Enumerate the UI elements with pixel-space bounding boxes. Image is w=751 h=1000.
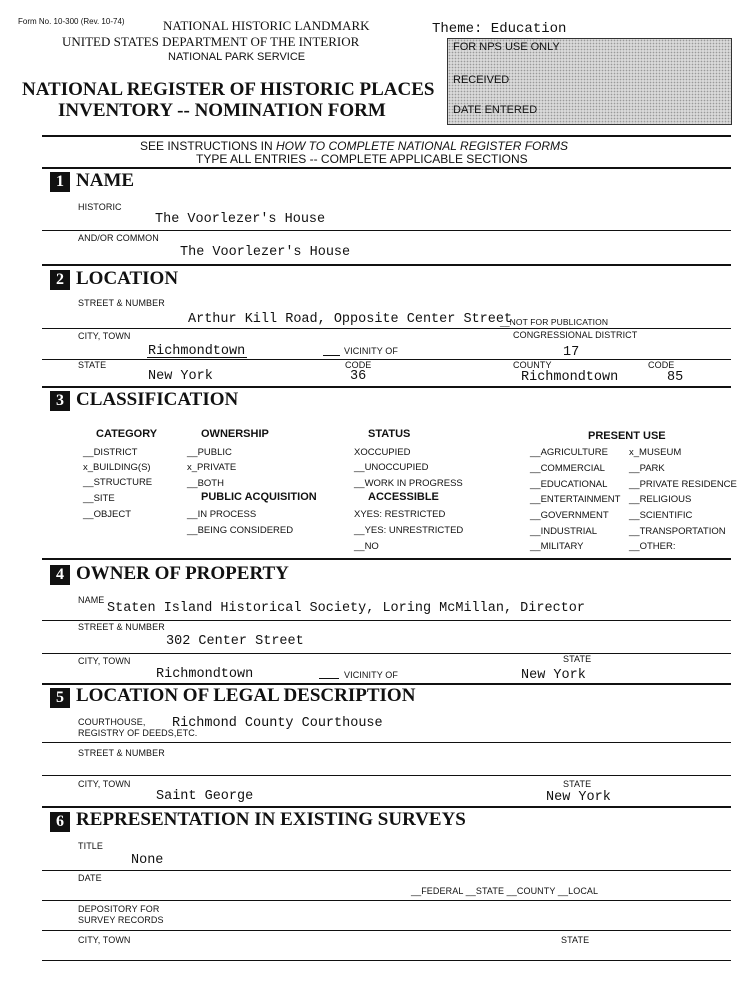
instructions-line2: TYPE ALL ENTRIES -- COMPLETE APPLICABLE SECTIONS <box>196 152 528 166</box>
owner-city-value: Richmondtown <box>156 667 254 682</box>
accessible-heading: ACCESSIBLE <box>368 491 439 503</box>
use-transportation[interactable]: __TRANSPORTATION <box>629 526 726 537</box>
use-industrial[interactable]: __INDUSTRIAL <box>530 526 598 537</box>
legal-state-label: STATE <box>563 779 592 789</box>
section-title-surveys: REPRESENTATION IN EXISTING SURVEYS <box>76 809 466 830</box>
landmark-label: NATIONAL HISTORIC LANDMARK <box>163 18 370 33</box>
line <box>42 775 731 776</box>
survey-city-label: CITY, TOWN <box>78 935 131 945</box>
common-label: AND/OR COMMON <box>78 233 159 243</box>
section-number-3: 3 <box>50 391 70 411</box>
acquisition-in-process[interactable]: __IN PROCESS <box>187 509 257 520</box>
section-title-location: LOCATION <box>76 268 179 289</box>
accessible-yes-unrestricted[interactable]: __YES: UNRESTRICTED <box>354 525 464 536</box>
code-label: CODE <box>345 360 372 370</box>
header-divider <box>42 135 731 137</box>
use-government[interactable]: __GOVERNMENT <box>530 510 609 521</box>
county-label: COUNTY <box>513 360 552 370</box>
legal-city-value: Saint George <box>156 789 254 804</box>
instructions-line1: SEE INSTRUCTIONS IN HOW TO COMPLETE NATIONAL REGISTER FORMS <box>140 139 569 153</box>
section-title-name: NAME <box>76 170 135 191</box>
common-value: The Voorlezer's House <box>180 245 351 260</box>
section-number-2: 2 <box>50 270 70 290</box>
use-agriculture[interactable]: __AGRICULTURE <box>530 447 608 458</box>
legal-city-label: CITY, TOWN <box>78 779 131 789</box>
section1-divider <box>42 167 731 169</box>
survey-levels[interactable]: __FEDERAL __STATE __COUNTY __LOCAL <box>411 886 599 896</box>
depository-label-2: SURVEY RECORDS <box>78 915 164 925</box>
survey-date-label: DATE <box>78 873 102 883</box>
city-label: CITY, TOWN <box>78 331 131 341</box>
not-for-publication-checkbox[interactable]: __NOT FOR PUBLICATION <box>500 317 609 327</box>
use-military[interactable]: __MILITARY <box>530 541 584 552</box>
depository-label-1: DEPOSITORY FOR <box>78 904 160 914</box>
owner-vicinity-label: VICINITY OF <box>344 670 398 680</box>
section2-divider <box>42 264 731 266</box>
section3-divider <box>42 386 731 388</box>
status-work-in-progress[interactable]: __WORK IN PROGRESS <box>354 478 463 489</box>
section6-divider <box>42 806 731 808</box>
owner-name-value: Staten Island Historical Society, Loring McMillan, Director <box>107 601 585 616</box>
category-object[interactable]: __OBJECT <box>83 509 132 520</box>
ownership-public[interactable]: __PUBLIC <box>187 447 232 458</box>
form-title-line1: NATIONAL REGISTER OF HISTORIC PLACES <box>22 79 435 100</box>
courthouse-label: COURTHOUSE, <box>78 717 146 727</box>
county-code-value: 85 <box>667 370 684 385</box>
form-number: Form No. 10-300 (Rev. 10-74) <box>18 17 125 26</box>
ownership-heading: OWNERSHIP <box>201 428 269 440</box>
line <box>147 357 247 358</box>
status-occupied[interactable]: XOCCUPIED <box>354 447 411 458</box>
line <box>42 742 731 743</box>
category-heading: CATEGORY <box>96 428 158 440</box>
form-title-line2: INVENTORY -- NOMINATION FORM <box>58 100 386 121</box>
department-label: UNITED STATES DEPARTMENT OF THE INTERIOR <box>62 34 360 49</box>
legal-street-label: STREET & NUMBER <box>78 748 165 758</box>
owner-state-value: New York <box>521 668 586 683</box>
ownership-both[interactable]: __BOTH <box>187 478 224 489</box>
use-private-residence[interactable]: __PRIVATE RESIDENCE <box>629 479 737 490</box>
section-number-4: 4 <box>50 565 70 585</box>
use-park[interactable]: __PARK <box>629 463 665 474</box>
survey-title-value: None <box>131 853 164 868</box>
owner-street-label: STREET & NUMBER <box>78 622 165 632</box>
use-other[interactable]: __OTHER: <box>629 541 676 552</box>
county-code-label: CODE <box>648 360 675 370</box>
line <box>42 900 731 901</box>
section-number-6: 6 <box>50 812 70 832</box>
line <box>42 930 731 931</box>
street-value: Arthur Kill Road, Opposite Center Street <box>188 312 513 327</box>
city-value: Richmondtown <box>148 344 246 359</box>
registry-label: REGISTRY OF DEEDS,ETC. <box>78 728 198 738</box>
survey-title-label: TITLE <box>78 841 104 851</box>
use-entertainment[interactable]: __ENTERTAINMENT <box>530 494 621 505</box>
category-buildings[interactable]: x_BUILDING(S) <box>83 462 151 473</box>
survey-state-label: STATE <box>561 935 590 945</box>
accessible-yes-restricted[interactable]: XYES: RESTRICTED <box>354 509 446 520</box>
acquisition-being-considered[interactable]: __BEING CONSIDERED <box>187 525 294 536</box>
accessible-no[interactable]: __NO <box>354 541 379 552</box>
use-scientific[interactable]: __SCIENTIFIC <box>629 510 693 521</box>
line <box>42 870 731 871</box>
state-value: New York <box>148 369 213 384</box>
received-label: RECEIVED <box>453 74 510 86</box>
vicinity-label: VICINITY OF <box>344 346 398 356</box>
owner-street-value: 302 Center Street <box>166 634 304 649</box>
date-entered-label: DATE ENTERED <box>453 104 538 116</box>
status-heading: STATUS <box>368 428 411 440</box>
section-number-1: 1 <box>50 172 70 192</box>
category-district[interactable]: __DISTRICT <box>83 447 138 458</box>
category-structure[interactable]: __STRUCTURE <box>83 477 153 488</box>
line <box>42 328 731 329</box>
line <box>323 355 340 356</box>
use-museum[interactable]: x_MUSEUM <box>629 447 682 458</box>
section4-divider <box>42 558 731 560</box>
line <box>42 960 731 961</box>
use-educational[interactable]: __EDUCATIONAL <box>530 479 608 490</box>
courthouse-value: Richmond County Courthouse <box>172 716 383 731</box>
line <box>42 359 731 360</box>
street-label: STREET & NUMBER <box>78 298 165 308</box>
line <box>42 653 731 654</box>
district-label: CONGRESSIONAL DISTRICT <box>513 330 638 340</box>
ownership-private[interactable]: x_PRIVATE <box>187 462 237 473</box>
district-value: 17 <box>563 345 580 360</box>
section-title-legal: LOCATION OF LEGAL DESCRIPTION <box>76 685 416 706</box>
use-commercial[interactable]: __COMMERCIAL <box>530 463 605 474</box>
line <box>319 678 339 679</box>
county-value: Richmondtown <box>521 370 619 385</box>
section-title-classification: CLASSIFICATION <box>76 389 239 410</box>
acquisition-heading: PUBLIC ACQUISITION <box>201 491 317 503</box>
legal-state-value: New York <box>546 790 611 805</box>
owner-city-label: CITY, TOWN <box>78 656 131 666</box>
state-label: STATE <box>78 360 107 370</box>
nps-use-label: FOR NPS USE ONLY <box>453 41 560 53</box>
status-unoccupied[interactable]: __UNOCCUPIED <box>354 462 429 473</box>
line <box>42 620 731 621</box>
nps-use-box <box>447 38 732 125</box>
service-label: NATIONAL PARK SERVICE <box>168 51 306 63</box>
state-code-value: 36 <box>350 369 367 384</box>
use-religious[interactable]: __RELIGIOUS <box>629 494 692 505</box>
section-number-5: 5 <box>50 688 70 708</box>
owner-name-label: NAME <box>78 595 105 605</box>
category-site[interactable]: __SITE <box>83 493 115 504</box>
section-title-owner: OWNER OF PROPERTY <box>76 563 289 584</box>
historic-label: HISTORIC <box>78 202 122 212</box>
theme-label: Theme: Education <box>432 21 567 37</box>
historic-value: The Voorlezer's House <box>155 212 326 227</box>
owner-state-label: STATE <box>563 654 592 664</box>
present-use-heading: PRESENT USE <box>588 430 666 442</box>
line <box>42 230 731 231</box>
